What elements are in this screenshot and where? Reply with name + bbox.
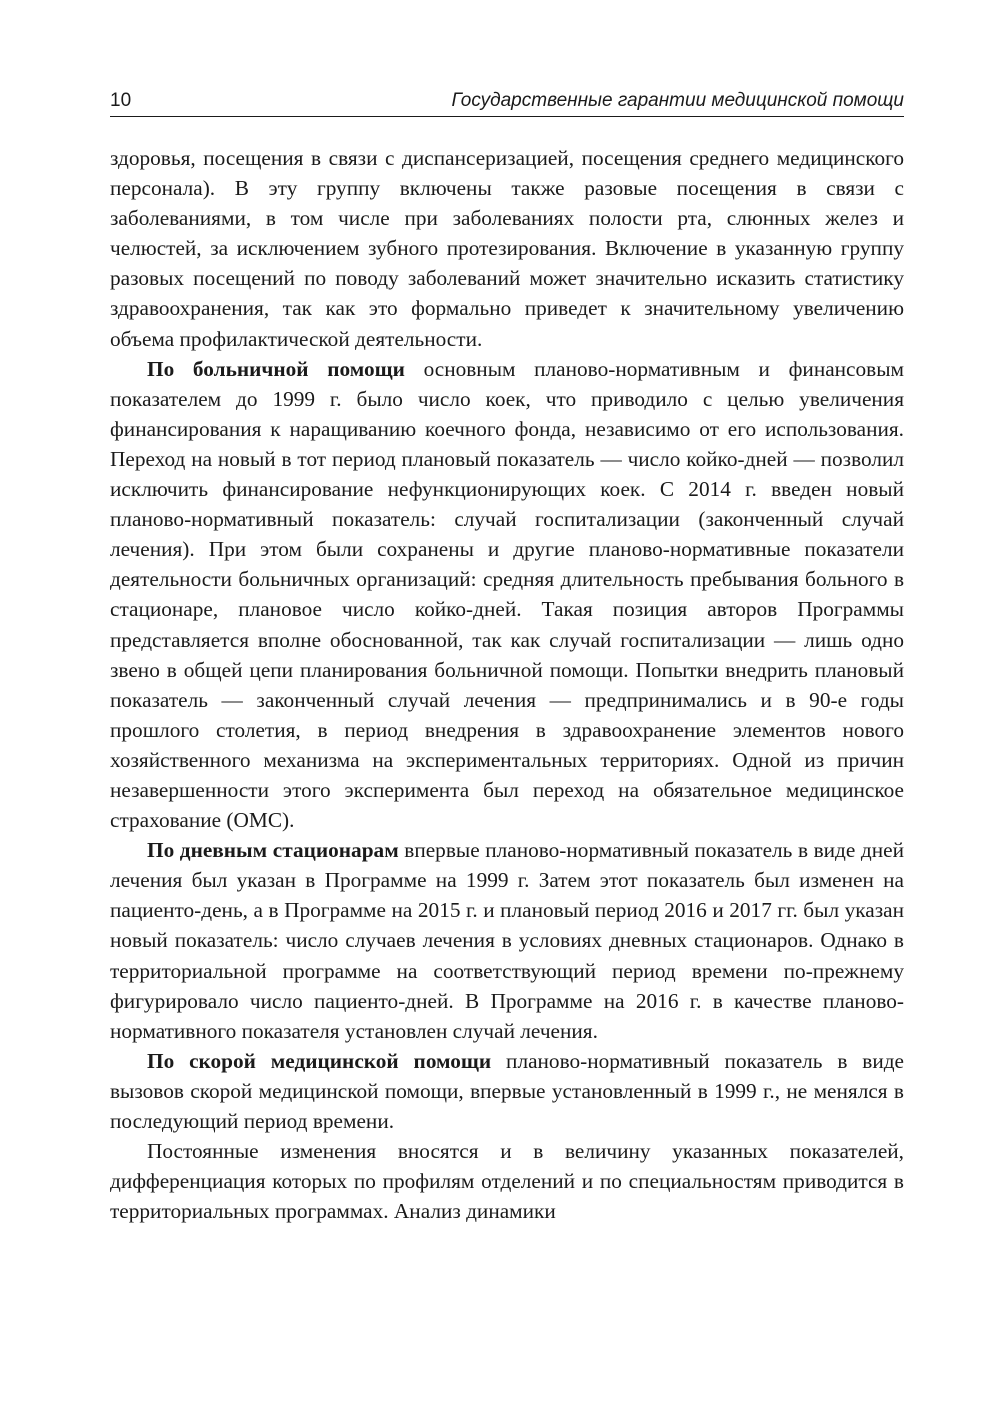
paragraph-lead: По скорой медицинской помощи [147, 1048, 492, 1073]
page-body [110, 143, 904, 1226]
paragraph-constant-changes [110, 1136, 904, 1226]
page-header [110, 86, 904, 117]
paragraph-continuation [110, 143, 904, 354]
paragraph-text: здоровья, посещения в связи с диспансеризацией, посещения среднего медицинского персонала). В эту группу включены также разовые посещения в связи с заболеваниями, в том числе при заболеваниях полости рта, слюнных желез и челюстей, за исключением зубного протезирования. Включение в указанную группу разовых посещений по поводу заболеваний может значительно исказить статистику здравоохранения, так как это формально приведет к значительному увеличению объема профилактической деятельности. [110, 146, 904, 351]
paragraph-text: планово-нормативный показатель в виде вызовов скорой медицинской помощи, впервые установленный в 1999 г., не менялся в последующий период времени. [110, 1048, 905, 1133]
paragraph-hospital-care [110, 354, 904, 836]
paragraph-emergency-care [110, 1046, 904, 1136]
paragraph-text: впервые планово-нормативный показатель в виде дней лечения был указан в Программе на 1999 г. Затем этот показатель был изменен на пациенто-день, а в Программе на 2015 г. и плановый период 2016 и 2017 гг. был указан новый показатель: число случаев лечения в условиях дневных стационаров. Однако в территориальной программе на соответствующий период времени по-прежнему фигурировало число пациенто-дней. В Программе на 2016 г. в качестве планово-нормативного показателя установлен случай лечения. [110, 838, 904, 1043]
paragraph-text: Постоянные изменения вносятся и в величину указанных показателей, дифференциация которых по профилям отделений и по специальностям приводится в территориальных программах. Анализ динамики [110, 1139, 904, 1224]
page-number: 10 [110, 90, 132, 111]
paragraph-day-hospitals [110, 835, 904, 1046]
running-title: Государственные гарантии медицинской помощи [451, 90, 904, 111]
paragraph-text: основным планово-нормативным и финансовым показателем до 1999 г. было число коек, что приводило с целью увеличения финансирования к наращиванию коечного фонда, независимо от его использования. Переход на новый в тот период плановый показатель — число койко-дней — позволил исключить финансирование нефункционирующих коек. С 2014 г. введен новый планово-нормативный показатель: случай госпитализации (законченный случай лечения). При этом были сохранены и другие планово-нормативные показатели деятельности больничных организаций: средняя длительность пребывания больного в стационаре, плановое число койко-дней. Такая позиция авторов Программы представляется вполне обоснованной, так как случай госпитализации — лишь одно звено в общей цепи планирования больничной помощи. Попытки внедрить плановый показатель — законченный случай лечения — предпринимались и в 90-е годы прошлого столетия, в период внедрения в здравоохранение элементов нового хозяйственного механизма на экспериментальных территориях. Одной из причин незавершенности этого эксперимента был переход на обязательное медицинское страхование (ОМС). [110, 356, 905, 833]
paragraph-lead: По больничной помощи [147, 356, 405, 381]
paragraph-lead: По дневным стационарам [147, 838, 399, 863]
